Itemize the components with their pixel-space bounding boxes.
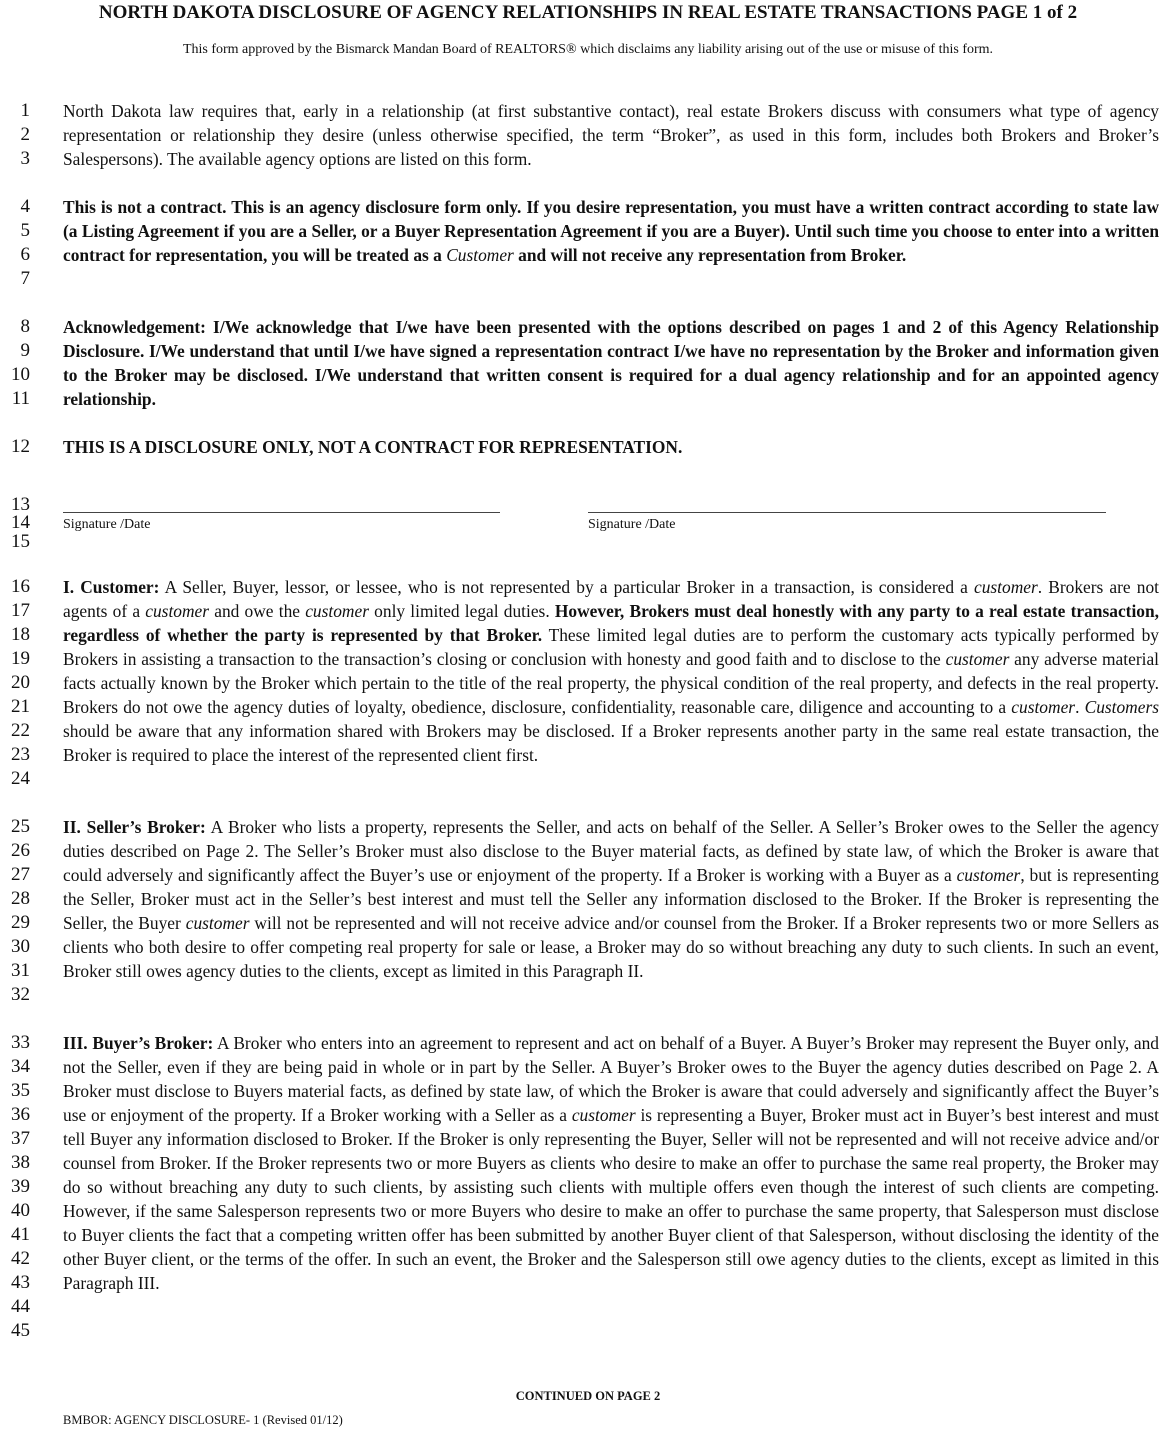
seller-broker-section [63,815,1159,983]
buyer-broker-heading: III. Buyer’s Broker: [63,1033,214,1053]
section-text: . Brokers are not agents of a [63,577,1159,621]
line-number: 3 [20,148,30,169]
line-number: 24 [11,768,30,789]
form-identifier: BMBOR: AGENCY DISCLOSURE- 1 (Revised 01/12) [63,1413,343,1427]
line-number: 1 [20,100,30,121]
line-number: 40 [11,1200,30,1221]
line-number: 11 [11,388,30,409]
not-contract-text-end: and will not receive any representation from Broker. [513,245,907,265]
section-text: A Seller, Buyer, lessor, or lessee, who is not represented by a particular Broker in a transaction, is considered a [159,577,974,597]
line-number: 14 [11,512,30,533]
signature-label-right: Signature /Date [588,517,676,532]
section-text: These limited legal duties are to perform the customary acts typically performed by Brokers in assisting a transaction to the transaction’s closing or conclusion with honesty and good faith and to disclose to the [63,625,1159,669]
customer-section [63,575,1159,767]
line-number: 2 [20,124,30,145]
line-number: 19 [11,648,30,669]
not-contract-text: This is not a contract. This is an agency disclosure form only. If you desire representation, you must have a written contract according to state law (a Listing Agreement if you are a Seller, or a Buyer Representation Agreement if you are a Buyer). Until such time you choose to enter into a written contract for representation, you will be treated as a [63,197,1159,265]
disclosure-only-statement: THIS IS A DISCLOSURE ONLY, NOT A CONTRACT FOR REPRESENTATION. [63,437,683,457]
customer-term: customer [571,1105,636,1125]
section-text: A Broker who enters into an agreement to represent and act on behalf of a Buyer. A Buyer’s Broker may represent the Buyer only, and not the Seller, even if they are being paid in whole or in part by the Seller. A Buyer’s Broker owes to the Buyer the agency duties described on Page 2. A Broker must disclose to Buyers material facts, as defined by state law, of which the Broker is aware that could adversely and significantly affect the Buyer’s use or enjoyment of the property. If a Broker working with a Seller as a [63,1033,1160,1125]
intro-paragraph: North Dakota law requires that, early in a relationship (at first substantive contact), real estate Brokers discuss with consumers what type of agency representation or relationship they desire (unless otherwise specified, the term “Broker”, as used in this form, includes both Brokers and Broker’s Salespersons). The available agency options are listed on this form. [63,101,1159,169]
line-number: 7 [20,268,30,289]
line-number: 20 [11,672,30,693]
section-text: , but is representing the Seller, Broker must act in the Seller’s best interest and must tell the Seller any information disclosed to the Broker. If the Broker is representing the Seller, the Buyer [63,865,1159,933]
customer-heading: I. Customer: [63,577,160,597]
line-number: 15 [11,531,30,552]
line-number: 32 [11,984,30,1005]
continued-note: CONTINUED ON PAGE 2 [515,1389,661,1403]
line-number: 25 [11,816,30,837]
customer-term: customer [1011,697,1076,717]
line-number: 18 [11,624,30,645]
form-subtitle: This form approved by the Bismarck Mandan Board of REALTORS® which disclaims any liability arising out of the use or misuse of this form. [182,42,994,57]
signature-line-right[interactable] [588,512,1106,513]
section-text: will not be represented and will not receive advice and/or counsel from the Broker. If a Broker represents two or more Sellers as clients who both desire to offer competing real property for sale or lease, a Broker may do so without breaching any duty to such clients. In such an event, Broker still owes agency duties to the clients, except as limited in this Paragraph II. [63,913,1159,981]
customer-term: Customers [1084,697,1159,717]
line-number: 35 [11,1080,30,1101]
line-number: 31 [11,960,30,981]
line-number: 16 [11,576,30,597]
line-number: 41 [11,1224,30,1245]
customer-term: Customer [446,245,514,265]
line-number: 37 [11,1128,30,1149]
section-text: . [1075,697,1085,717]
section-text: is representing a Buyer, Broker must act in Buyer’s best interest and must tell Buyer any information disclosed to Broker. If the Broker is only representing the Buyer, Seller will not be represented and will not receive advice and/or counsel from Broker. If the Broker represents two or more Buyers as clients who desire to make an offer to purchase the same real property, the Broker may do so without breaching any duty to such clients, by assisting such clients with multiple offers even though the interest of such clients are competing. However, if the same Salesperson represents two or more Buyers who desire to make an offer to purchase the same property, that Salesperson must disclose to Buyer clients the fact that a competing written offer has been submitted by another Buyer client of that Salesperson, without disclosing the identity of the other Buyer client, or the terms of the offer. In such an event, the Broker and the Salesperson still owe agency duties to the clients, except as limited in this Paragraph III. [63,1105,1159,1293]
signature-label-left: Signature /Date [63,517,151,532]
line-number: 45 [11,1320,30,1341]
customer-term: customer [145,601,210,621]
line-number: 27 [11,864,30,885]
line-number: 42 [11,1248,30,1269]
customer-term: customer [974,577,1038,597]
line-number: 10 [11,364,30,385]
line-number: 34 [11,1056,30,1077]
customer-term: customer [305,601,369,621]
line-number: 8 [20,316,30,337]
line-number: 17 [11,600,30,621]
line-number: 9 [20,340,30,361]
line-number: 6 [20,244,30,265]
line-number: 22 [11,720,30,741]
section-text: any adverse material facts actually known by the Broker which pertain to the title of the real property, the physical condition of the real property, and defects in the real property. Brokers do not owe the agency duties of loyalty, obedience, disclosure, confidentiality, reasonable care, diligence and accounting to a [63,649,1159,717]
section-text: should be aware that any information shared with Brokers may be disclosed. If a Broker represents another party in the same real estate transaction, the Broker is required to place the interest of the represented client first. [63,721,1159,765]
customer-term: customer [945,649,1010,669]
line-number: 23 [11,744,30,765]
line-number: 30 [11,936,30,957]
line-number: 33 [11,1032,30,1053]
line-number: 12 [11,436,30,457]
line-number: 44 [11,1296,30,1317]
acknowledgement-paragraph: Acknowledgement: I/We acknowledge that I/we have been presented with the options described on pages 1 and 2 of this Agency Relationship Disclosure. I/We understand that until I/we have signed a representation contract I/we have no representation by the Broker and information given to the Broker may be disclosed. I/We understand that written consent is required for a dual agency relationship and for an appointed agency relationship. [63,317,1159,409]
line-number: 13 [11,494,30,515]
seller-broker-heading: II. Seller’s Broker: [63,817,206,837]
section-text: and owe the [209,601,306,621]
line-number: 4 [20,196,30,217]
line-number: 26 [11,840,30,861]
signature-line-left[interactable] [63,512,500,513]
customer-term: customer [956,865,1021,885]
form-title: NORTH DAKOTA DISCLOSURE OF AGENCY RELATIONSHIPS IN REAL ESTATE TRANSACTIONS PAGE 1 of 2 [98,2,1078,23]
honesty-statement: However, Brokers must deal honestly with any party to a real estate transaction, regardless of whether the party is represented by that Broker. [63,601,1159,645]
line-number: 21 [11,696,30,717]
line-number: 28 [11,888,30,909]
line-number: 43 [11,1272,30,1293]
customer-term: customer [185,913,250,933]
line-number: 29 [11,912,30,933]
line-number: 38 [11,1152,30,1173]
section-text: A Broker who lists a property, represents the Seller, and acts on behalf of the Seller. A Seller’s Broker owes to the Seller the agency duties described on Page 2. The Seller’s Broker must also disclose to the Buyer material facts, as defined by state law, of which the Broker is aware that could adversely and significantly affect the Buyer’s use or enjoyment of the property. If a Broker is working with a Buyer as a [63,817,1159,885]
line-number: 39 [11,1176,30,1197]
line-number: 5 [20,220,30,241]
line-number: 36 [11,1104,30,1125]
not-contract-paragraph [63,195,1159,267]
buyer-broker-section [63,1031,1159,1295]
section-text: only limited legal duties. [368,601,555,621]
